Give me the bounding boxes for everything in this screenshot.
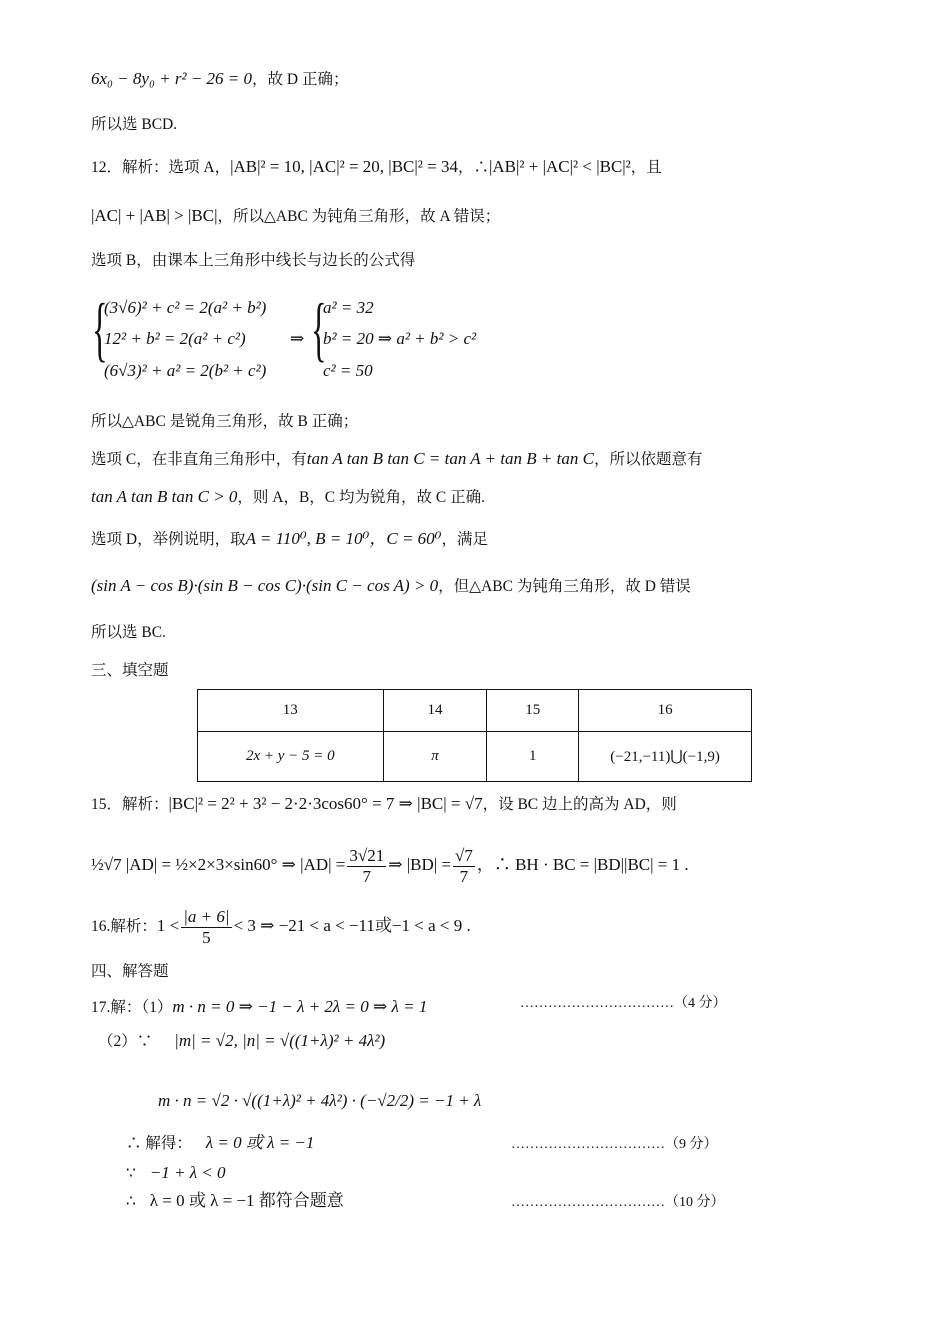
text: ，则 A，B，C 均为锐角，故 C 正确. [237, 489, 485, 506]
text: 选项 C，在非直角三角形中，有 [91, 451, 307, 468]
equation: λ = 0 或 λ = −1 [205, 1133, 315, 1152]
line-17 [91, 904, 471, 949]
system-1-row-2: 12² + b² = 2(a² + c²) [104, 329, 246, 348]
text: 17.解：（1） [91, 999, 173, 1016]
numerator: √7 [454, 845, 473, 865]
line-20 [158, 1090, 481, 1113]
text: 12．解析：选项 A， [91, 159, 231, 176]
line-3 [91, 156, 662, 179]
system-1-row-3: (6√3)² + a² = 2(b² + c²) [104, 361, 267, 380]
line-8 [91, 486, 485, 509]
fraction [453, 846, 475, 887]
equation: m · n = √2 · √((1+λ)² + 4λ²) · (−√2/2) = −1 + λ [158, 1091, 482, 1110]
line-5 [91, 250, 415, 272]
text: ∴ 解得： [126, 1135, 192, 1152]
section-3-heading [91, 660, 169, 682]
equation: ，∴ BH · BC = |BD||BC| = 1 . [476, 855, 689, 874]
line-4 [91, 205, 500, 228]
text: ，设 BC 边上的高为 AD，则 [482, 796, 677, 813]
score-4: ……………………………（4 分） [520, 996, 727, 1011]
text: ，所以依题意有 [593, 451, 703, 468]
line-15 [91, 793, 677, 816]
line-21 [126, 1132, 314, 1155]
equation: −1 + λ < 0 [149, 1163, 226, 1182]
denominator: 7 [459, 866, 469, 886]
denominator: 7 [362, 866, 372, 886]
line-23 [126, 1190, 344, 1213]
system-2-row-1: a² = 32 [323, 298, 374, 317]
text: ，且 [630, 159, 662, 176]
text: 三、填空题 [91, 662, 169, 679]
equation: < 3 ⇒ −21 < a < −11或−1 < a < 9 . [233, 916, 471, 935]
table-cell: (−21,−11)⋃(−1,9) [579, 732, 752, 782]
fill-in-answers-table [197, 689, 752, 782]
line-2 [91, 114, 177, 136]
equation: m · n = 0 ⇒ −1 − λ + 2λ = 0 ⇒ λ = 1 [172, 997, 428, 1016]
table-header-cell: 15 [487, 690, 579, 732]
numerator: 3√21 [349, 845, 385, 865]
line-19 [98, 1030, 385, 1053]
text: ，故 D 正确； [252, 71, 349, 88]
text: 四、解答题 [91, 963, 169, 980]
system-2-row-2: b² = 20 ⇒ a² + b² > c² [323, 329, 477, 348]
equation: |BC|² = 2² + 3² − 2·2·3cos60° = 7 ⇒ |BC| = √7 [168, 794, 483, 813]
implies-arrow: ⇒ [290, 329, 305, 348]
numerator: |a + 6| [183, 906, 230, 926]
equation: 1 < [156, 916, 180, 935]
line-9 [91, 528, 488, 551]
equation: (sin A − cos B)·(sin B − cos C)·(sin C − cos A) > 0 [91, 576, 439, 595]
equation: |m| = √2, |n| = √((1+λ)² + 4λ²) [174, 1031, 386, 1050]
text: ，所以△ABC 为钝角三角形，故 A 错误； [217, 208, 501, 225]
text: 选项 D，举例说明，取 [91, 531, 246, 548]
equation: ½√7 |AD| = ½×2×3×sin60° ⇒ |AD| = [91, 855, 346, 874]
denominator: 5 [202, 927, 211, 947]
table-row [198, 732, 752, 782]
table-header-cell: 16 [579, 690, 752, 732]
table-header-cell: 13 [198, 690, 384, 732]
fraction [181, 907, 231, 948]
line-6 [91, 411, 358, 433]
score-9: ……………………………（9 分） [511, 1137, 718, 1152]
text: 16.解析： [91, 918, 157, 935]
system-2-row-3: c² = 50 [323, 361, 373, 380]
equation: tan A tan B tan C = tan A + tan B + tan C [306, 449, 594, 468]
text: ，∴ [457, 159, 489, 176]
fraction [347, 846, 386, 887]
equation: A = 110⁰, B = 10⁰，C = 60⁰ [245, 529, 442, 548]
table-cell: π [383, 732, 487, 782]
left-brace-icon: { [92, 289, 108, 369]
left-brace-icon: { [311, 289, 327, 369]
equation: |AC| + |AB| > |BC| [91, 206, 218, 225]
equation: 6x₀ − 8y₀ + r² − 26 = 0 [91, 69, 253, 88]
line-7 [91, 448, 702, 471]
line-1 [91, 68, 348, 91]
text: ，满足 [441, 531, 488, 548]
equation: |AB|² = 10, |AC|² = 20, |BC|² = 34 [230, 157, 458, 176]
text: 所以选 BC. [91, 624, 166, 641]
table-header-cell: 14 [383, 690, 487, 732]
text: 所以选 BCD. [91, 116, 178, 133]
line-10 [91, 575, 691, 598]
equation: ⇒ |BD| = [388, 855, 451, 874]
system-1-row-1: (3√6)² + c² = 2(a² + b²) [104, 298, 267, 317]
section-4-heading [91, 961, 169, 983]
text: （2）∵ [98, 1033, 153, 1050]
equation: |AB|² + |AC|² < |BC|² [488, 157, 631, 176]
line-11 [91, 622, 166, 644]
text: 选项 B，由课本上三角形中线长与边长的公式得 [91, 252, 416, 269]
line-16 [91, 843, 689, 888]
table-row [198, 690, 752, 732]
score-10: ……………………………（10 分） [511, 1195, 725, 1210]
text: 所以△ABC 是锐角三角形，故 B 正确； [91, 413, 359, 430]
text: 15．解析： [91, 796, 169, 813]
table-cell: 1 [487, 732, 579, 782]
table-cell: 2x + y − 5 = 0 [198, 732, 384, 782]
text: ，但△ABC 为钝角三角形，故 D 错误 [438, 578, 691, 595]
line-22 [126, 1162, 226, 1185]
text: ∵ [126, 1165, 136, 1182]
line-18 [91, 996, 427, 1019]
equation: λ = 0 或 λ = −1 都符合题意 [149, 1191, 344, 1210]
equation: tan A tan B tan C > 0 [91, 487, 238, 506]
text: ∴ [126, 1193, 136, 1210]
